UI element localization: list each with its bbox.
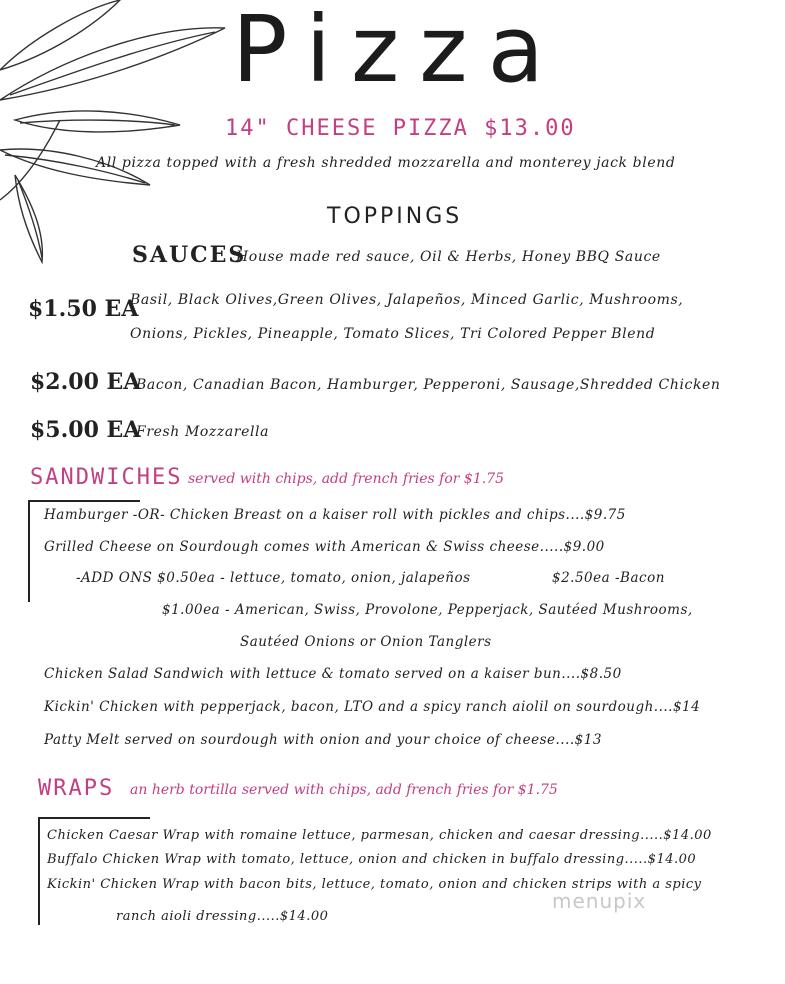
wrap-item-kickin: Kickin' Chicken Wrap with bacon bits, lettuce, tomato, onion and chicken strips with a spicy bbox=[47, 877, 702, 892]
addons-line1: -ADD ONS $0.50ea - lettuce, tomato, onion, jalapeños bbox=[76, 570, 471, 586]
sandwich-item-grilled-cheese: Grilled Cheese on Sourdough comes with American & Swiss cheese.....$9.00 bbox=[44, 539, 605, 555]
wraps-heading: WRAPS bbox=[38, 776, 115, 801]
sandwiches-heading: SANDWICHES bbox=[30, 465, 183, 490]
tier1-line2: Onions, Pickles, Pineapple, Tomato Slices, Tri Colored Pepper Blend bbox=[130, 326, 656, 342]
sauces-text: House made red sauce, Oil & Herbs, Honey BBQ Sauce bbox=[236, 249, 661, 265]
addons-line3: Sautéed Onions or Onion Tanglers bbox=[240, 634, 492, 650]
wrap-item-caesar: Chicken Caesar Wrap with romaine lettuce, parmesan, chicken and caesar dressing.....$14.00 bbox=[47, 828, 712, 843]
tier2-price: $2.00 EA bbox=[30, 369, 141, 395]
addons-bacon: $2.50ea -Bacon bbox=[552, 570, 665, 586]
wrap-item-kickin-cont: ranch aioli dressing.....$14.00 bbox=[116, 909, 329, 924]
addons-line2: $1.00ea - American, Swiss, Provolone, Pepperjack, Sautéed Mushrooms, bbox=[162, 602, 693, 618]
tier2-text: Bacon, Canadian Bacon, Hamburger, Pepperoni, Sausage,Shredded Chicken bbox=[136, 377, 721, 393]
wraps-subheading: an herb tortilla served with chips, add french fries for $1.75 bbox=[130, 782, 558, 798]
toppings-heading: TOPPINGS bbox=[327, 204, 463, 229]
sauces-label: SAUCES bbox=[132, 242, 247, 268]
sandwich-item-patty-melt: Patty Melt served on sourdough with onion and your choice of cheese....$13 bbox=[44, 732, 602, 748]
tier1-price: $1.50 EA bbox=[28, 296, 139, 322]
tier3-text: Fresh Mozzarella bbox=[136, 424, 270, 440]
tier3-price: $5.00 EA bbox=[30, 417, 141, 443]
sandwiches-subheading: served with chips, add french fries for $1.75 bbox=[188, 471, 505, 487]
sandwich-item-kickin-chicken: Kickin' Chicken with pepperjack, bacon, LTO and a spicy ranch aiolil on sourdough....$14 bbox=[44, 699, 701, 715]
wrap-item-buffalo: Buffalo Chicken Wrap with tomato, lettuce, onion and chicken in buffalo dressing.....$14.00 bbox=[47, 852, 697, 867]
leaf-illustration bbox=[0, 0, 240, 270]
sandwich-item-chicken-salad: Chicken Salad Sandwich with lettuce & tomato served on a kaiser bun....$8.50 bbox=[44, 666, 622, 682]
sandwich-item-hamburger: Hamburger -OR- Chicken Breast on a kaiser roll with pickles and chips....$9.75 bbox=[44, 507, 626, 523]
cheese-pizza-price: 14" CHEESE PIZZA $13.00 bbox=[225, 116, 576, 141]
tier1-line1: Basil, Black Olives,Green Olives, Jalapeños, Minced Garlic, Mushrooms, bbox=[130, 292, 684, 308]
watermark: menupix bbox=[552, 889, 647, 913]
pizza-description: All pizza topped with a fresh shredded mozzarella and monterey jack blend bbox=[96, 155, 676, 171]
page-title: Pizza bbox=[232, 0, 564, 103]
